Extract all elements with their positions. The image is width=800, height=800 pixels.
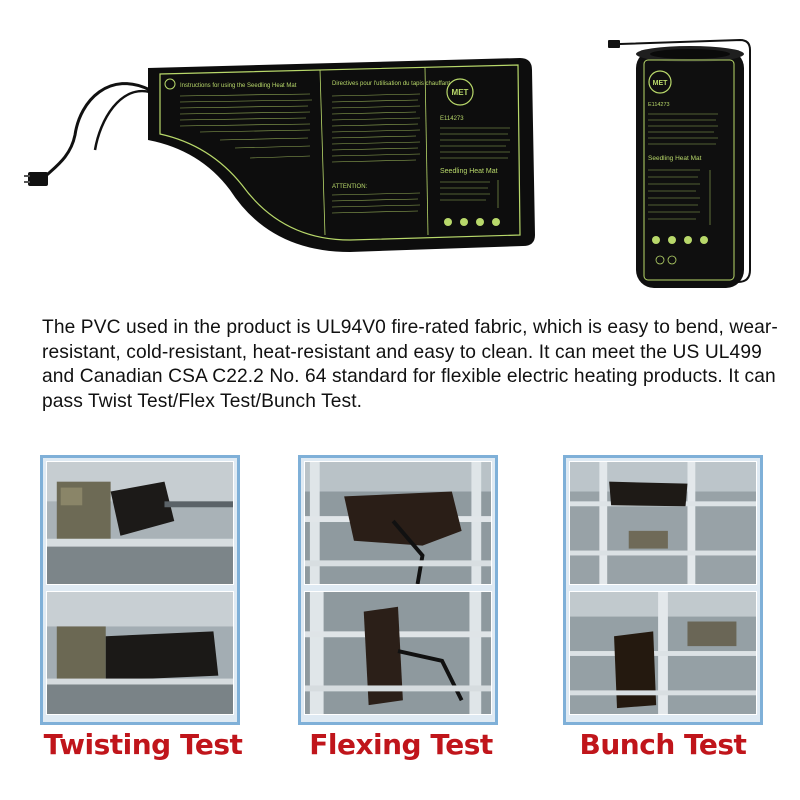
roll-cert-logo: MET <box>652 80 668 87</box>
flexing-test-photo-top <box>304 461 492 585</box>
flexing-test-panel <box>298 455 498 725</box>
roll-product-name: Seedling Heat Mat <box>648 155 702 162</box>
mat-cert-logo: MET <box>451 88 469 97</box>
rolled-mat-image <box>600 30 770 300</box>
flexing-test-caption: Flexing Test <box>309 728 493 761</box>
product-description: The PVC used in the product is UL94V0 fire-rated fabric, which is easy to bend, wear-resistant, cold-resistant, heat-resistant and easy to clean. It can meet the US UL499 and Canadian CSA C22.2 No. 64 standard for flexible electric heating products. It can pass Twist Test/Flex Test/Bunch Test. <box>42 317 778 412</box>
bunch-test-photo-top <box>569 461 757 585</box>
mat-cert-number: E114273 <box>440 116 464 122</box>
bunch-test-caption: Bunch Test <box>579 728 747 761</box>
heat-mat-image <box>20 30 560 260</box>
twisting-test-panel <box>40 455 240 725</box>
mat-label-title-fr: Directives pour l'utilisation du tapis chauffant <box>332 81 451 87</box>
bunch-test-panel <box>563 455 763 725</box>
twisting-test-photo-top <box>46 461 234 585</box>
roll-cert-number: E114273 <box>648 102 670 108</box>
mat-product-name: Seedling Heat Mat <box>440 168 498 175</box>
bunch-test-photo-bottom <box>569 591 757 715</box>
twisting-test-caption: Twisting Test <box>43 728 243 761</box>
twisting-test-photo-bottom <box>46 591 234 715</box>
flexing-test-photo-bottom <box>304 591 492 715</box>
mat-warning: ATTENTION: <box>332 184 368 190</box>
mat-label-title-en: Instructions for using the Seedling Heat Mat <box>180 83 297 89</box>
